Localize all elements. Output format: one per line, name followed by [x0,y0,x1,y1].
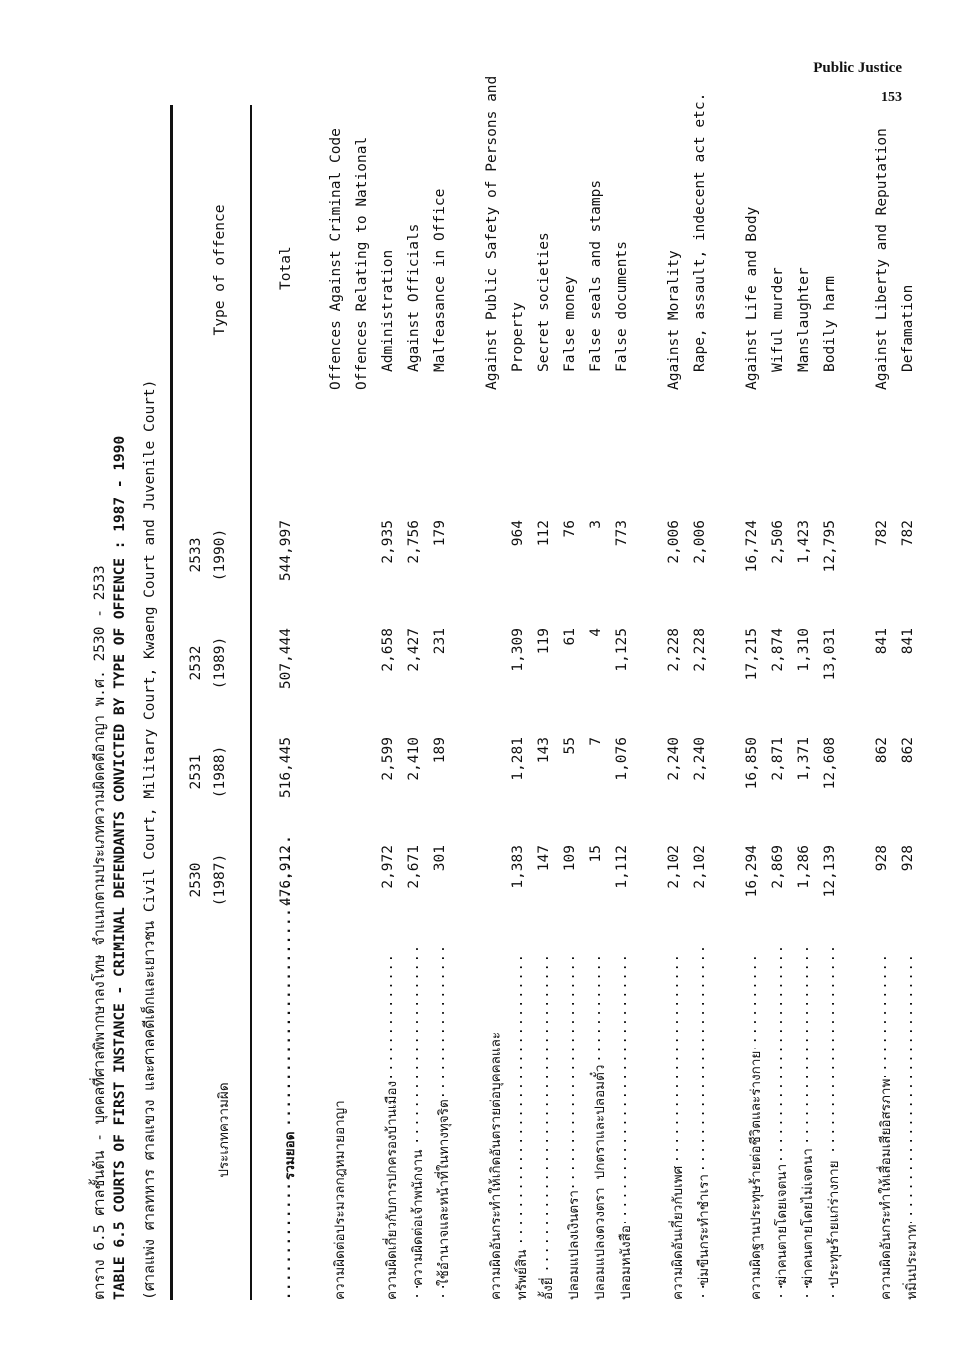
cell-value: 841 [900,628,916,655]
row-label-thai-text: ปลอมหนังสือ [618,1225,634,1300]
cell-value: 231 [432,628,448,655]
cell-value: 1,076 [614,737,630,781]
cell-value: 2,410 [406,737,422,781]
cell-value: 16,294 [744,845,760,898]
cell-value: 544,997 [278,520,294,582]
table-title-english: TABLE 6.5 COURTS OF FIRST INSTANCE - CRIMINAL DEFENDANTS CONVICTED BY TYPE OF OFFENCE : 1987 - 1990 [112,435,128,1300]
row-label-thai-text: ประทุษร้ายแก่ร่างกาย [826,1160,842,1286]
cell-value: 2,756 [406,520,422,564]
year-ce-1990: (1990) [212,528,228,582]
cell-value: 2,658 [380,628,396,672]
cell-value: 143 [536,737,552,764]
row-label-thai [588,955,610,1300]
year-be-1987: 2530 [188,862,204,898]
header-rule [250,105,252,1300]
row-label-thai-text: ฆ่าคนตายโดยเจตนา [774,1163,790,1286]
year-ce-1987: (1987) [212,853,228,907]
cell-value: 4 [588,628,604,637]
cell-value: 782 [900,520,916,547]
row-label-thai [328,955,350,1300]
cell-value: 928 [874,845,890,872]
cell-value: 507,444 [278,628,294,690]
row-label-thai-text: รวมยอด [282,1131,298,1180]
year-be-1988: 2531 [188,754,204,790]
cell-value: 782 [874,520,890,547]
table-title-thai: ตาราง 6.5 ศาลชั้นต้น - บุคคลที่ศาลพิพากษาลงโทษ จำแนกตามประเภทความผิดคดีอาญา พ.ศ. 2530 - 2533 [92,565,108,1300]
top-rule [170,105,173,1300]
year-be-1989: 2532 [188,645,204,681]
cell-value: 2,427 [406,628,422,672]
cell-value: 112 [536,520,552,547]
row-label-thai-text: ปลอมแปลงเงินตรา [566,1189,582,1300]
row-label-thai [432,941,454,1300]
cell-value: 841 [874,628,890,655]
cell-value: 3 [588,520,604,529]
row-label-english: Against Life and Body [744,206,760,390]
year-ce-1989: (1989) [212,636,228,690]
row-label-thai-text: ความผิดต่อประมวลกฎหมายอาญา [332,1100,348,1300]
row-label-thai-text: ความผิดอันกระทำให้เสื่อมเสียอิสรภาพ [878,1078,894,1300]
row-label-english: Offences Against Criminal Code [328,128,344,390]
row-label-english: Total [278,246,294,290]
row-label-english: Administration [380,249,396,372]
cell-value: 16,850 [744,737,760,790]
cell-value: 1,112 [614,845,630,889]
row-label-english: Bodily harm [822,275,838,372]
cell-value: 12,795 [822,520,838,573]
cell-value: 16,724 [744,520,760,573]
row-label-thai-text: ใช้อำนาจและหน้าที่ในทางทุจริต [436,1099,452,1286]
row-label-thai-text: ปลอมแปลงดวงตรา ปกตราและปลอมตั๋ว [592,1064,608,1300]
row-label-english: Wiful murder [770,267,786,372]
cell-value: 2,874 [770,628,786,672]
row-label-thai-text: ทรัพย์สิน [514,1249,530,1300]
cell-value: 17,215 [744,628,760,681]
row-label-thai [900,955,922,1300]
row-label-thai [510,955,532,1300]
column-header-english: Type of offence [212,204,228,336]
cell-value: 119 [536,628,552,655]
row-label-thai-text: ฆ่าคนตายโดยไม่เจตนา [800,1148,816,1286]
row-label-thai [744,955,766,1300]
cell-value: 2,599 [380,737,396,781]
row-label-english: Rape, assault, indecent act etc. [692,92,708,372]
row-label-english: False seals and stamps [588,179,604,372]
cell-value: 12,608 [822,737,838,790]
cell-value: 2,228 [666,628,682,672]
cell-value: 1,310 [796,628,812,672]
row-label-thai-text: อั้งยี่ [540,1277,556,1300]
cell-value: 1,309 [510,628,526,672]
cell-value: 15 [588,845,604,863]
cell-value: 2,972 [380,845,396,889]
row-label-english: Secret societies [536,232,552,372]
running-header-section: Public Justice [813,60,902,76]
row-label-thai-text: ความผิดเกี่ยวกับการปกครองบ้านเมือง [384,1080,400,1300]
cell-value: 2,006 [666,520,682,564]
row-label-english: Against Officials [406,223,422,372]
cell-value: 516,445 [278,737,294,799]
row-label-thai [796,941,818,1300]
table-subtitle: (ศาลแพ่ง ศาลทหาร ศาลแขวง และศาลคดีเด็กและเยาวชน Civil Court, Military Court, Kwaeng Court and Juvenile Court) [142,379,158,1300]
row-label-thai-text: ความผิดอันเกี่ยวกับเพศ [670,1165,686,1300]
cell-value: 1,125 [614,628,630,672]
row-label-thai [770,941,792,1300]
cell-value: 476,912 [278,845,294,907]
cell-value: 147 [536,845,552,872]
row-label-thai [874,955,896,1300]
row-label-english: Against Public Safety of Persons and [484,75,500,390]
cell-value: 2,871 [770,737,786,781]
row-label-thai [666,955,688,1300]
year-be-1990: 2533 [188,537,204,573]
cell-value: 1,371 [796,737,812,781]
row-label-thai-text: ความผิดอันกระทำให้เกิดอันตรายต่อบุคคลและ [488,1031,504,1300]
row-label-english: False money [562,275,578,372]
row-label-thai [562,955,584,1300]
column-header-thai: ประเภทความผิด [216,1082,232,1178]
row-label-english: Property [510,302,526,372]
cell-value: 7 [588,737,604,746]
cell-value: 13,031 [822,628,838,681]
cell-value: 2,240 [692,737,708,781]
row-label-english: False documents [614,241,630,372]
cell-value: 1,286 [796,845,812,889]
row-label-thai [484,955,506,1300]
cell-value: 1,281 [510,737,526,781]
cell-value: 61 [562,628,578,646]
row-label-thai [822,941,844,1300]
cell-value: 76 [562,520,578,538]
row-label-thai [614,955,636,1300]
cell-value: 964 [510,520,526,547]
cell-value: 301 [432,845,448,872]
cell-value: 2,240 [666,737,682,781]
cell-value: 2,102 [692,845,708,889]
row-label-thai [536,955,558,1300]
cell-value: 862 [874,737,890,764]
cell-value: 109 [562,845,578,872]
row-label-english: Against Morality [666,250,682,390]
cell-value: 2,506 [770,520,786,564]
cell-value: 2,006 [692,520,708,564]
row-label-thai-text: หมิ่นประมาท [904,1224,920,1300]
cell-value: 862 [900,737,916,764]
cell-value: 2,671 [406,845,422,889]
year-ce-1988: (1988) [212,745,228,799]
row-label-english: Against Liberty and Reputation [874,128,890,390]
row-label-english: Defamation [900,284,916,372]
row-label-thai-text: ความผิดต่อเจ้าพนักงาน [410,1149,426,1286]
cell-value: 773 [614,520,630,547]
cell-value: 55 [562,737,578,755]
cell-value: 12,139 [822,845,838,898]
row-label-thai [380,955,402,1300]
cell-value: 179 [432,520,448,547]
page-number: 153 [881,90,902,105]
cell-value: 189 [432,737,448,764]
cell-value: 2,869 [770,845,786,889]
row-label-thai-text: ข่มขืนกระทำชำเรา [696,1174,712,1286]
row-label-english: Offences Relating to National [354,136,370,390]
cell-value: 1,383 [510,845,526,889]
row-label-english: Manslaughter [796,267,812,372]
cell-value: 2,102 [666,845,682,889]
row-label-thai [692,941,714,1300]
cell-value: 2,935 [380,520,396,564]
row-label-thai-text: ความผิดฐานประทุษร้ายต่อชีวิตและร่างกาย [748,1050,764,1300]
cell-value: 2,228 [692,628,708,672]
row-label-thai [406,941,428,1300]
cell-value: 1,423 [796,520,812,564]
cell-value: 928 [900,845,916,872]
row-label-english: Malfeasance in Office [432,188,448,372]
